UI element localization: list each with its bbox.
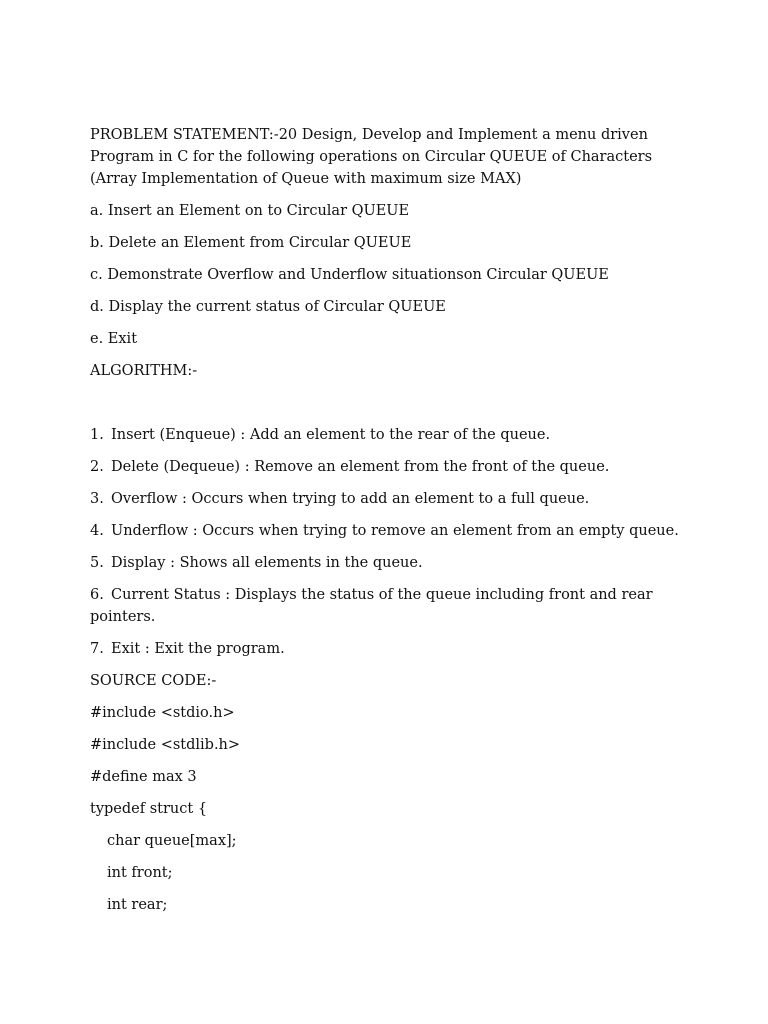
code-line: char queue[max]; [107,833,237,849]
step-number: 7. [90,641,104,657]
algorithm-heading: ALGORITHM:- [90,363,198,379]
code-line: #include <stdlib.h> [90,737,241,753]
algorithm-step [90,488,680,510]
step-number: 5. [90,555,104,571]
code-line: #include <stdio.h> [90,705,235,721]
algorithm-step [90,456,680,478]
step-text: Current Status : Displays the status of the queue including front and rear pointers. [90,587,653,625]
algorithm-step [90,638,680,660]
step-text: Insert (Enqueue) : Add an element to the rear of the queue. [111,427,551,443]
step-text: Display : Shows all elements in the queue. [111,555,423,571]
problem-statement: PROBLEM STATEMENT:-20 Design, Develop and Implement a menu driven Program in C for the following operations on Circular QUEUE of Characters (Array Implementation of Queue with maximum size MAX) [90,127,653,187]
code-line: typedef struct { [90,801,208,817]
step-number: 3. [90,491,104,507]
step-number: 2. [90,459,104,475]
algorithm-step [90,584,680,628]
code-line: #define max 3 [90,769,197,785]
document-content [90,124,680,926]
step-text: Exit : Exit the program. [111,641,285,657]
step-number: 6. [90,587,104,603]
option-overflow-underflow: c. Demonstrate Overflow and Underflow situationson Circular QUEUE [90,267,609,283]
option-exit: e. Exit [90,331,138,347]
step-text: Overflow : Occurs when trying to add an element to a full queue. [111,491,590,507]
code-line: int front; [107,865,173,881]
option-insert: a. Insert an Element on to Circular QUEUE [90,203,410,219]
source-code-heading: SOURCE CODE:- [90,673,217,689]
code-line: int rear; [107,897,168,913]
algorithm-step [90,424,680,446]
step-number: 1. [90,427,104,443]
step-text: Underflow : Occurs when trying to remove an element from an empty queue. [111,523,679,539]
step-text: Delete (Dequeue) : Remove an element from the front of the queue. [111,459,610,475]
algorithm-step [90,552,680,574]
option-delete: b. Delete an Element from Circular QUEUE [90,235,412,251]
step-number: 4. [90,523,104,539]
algorithm-step [90,520,680,542]
option-display: d. Display the current status of Circular QUEUE [90,299,446,315]
